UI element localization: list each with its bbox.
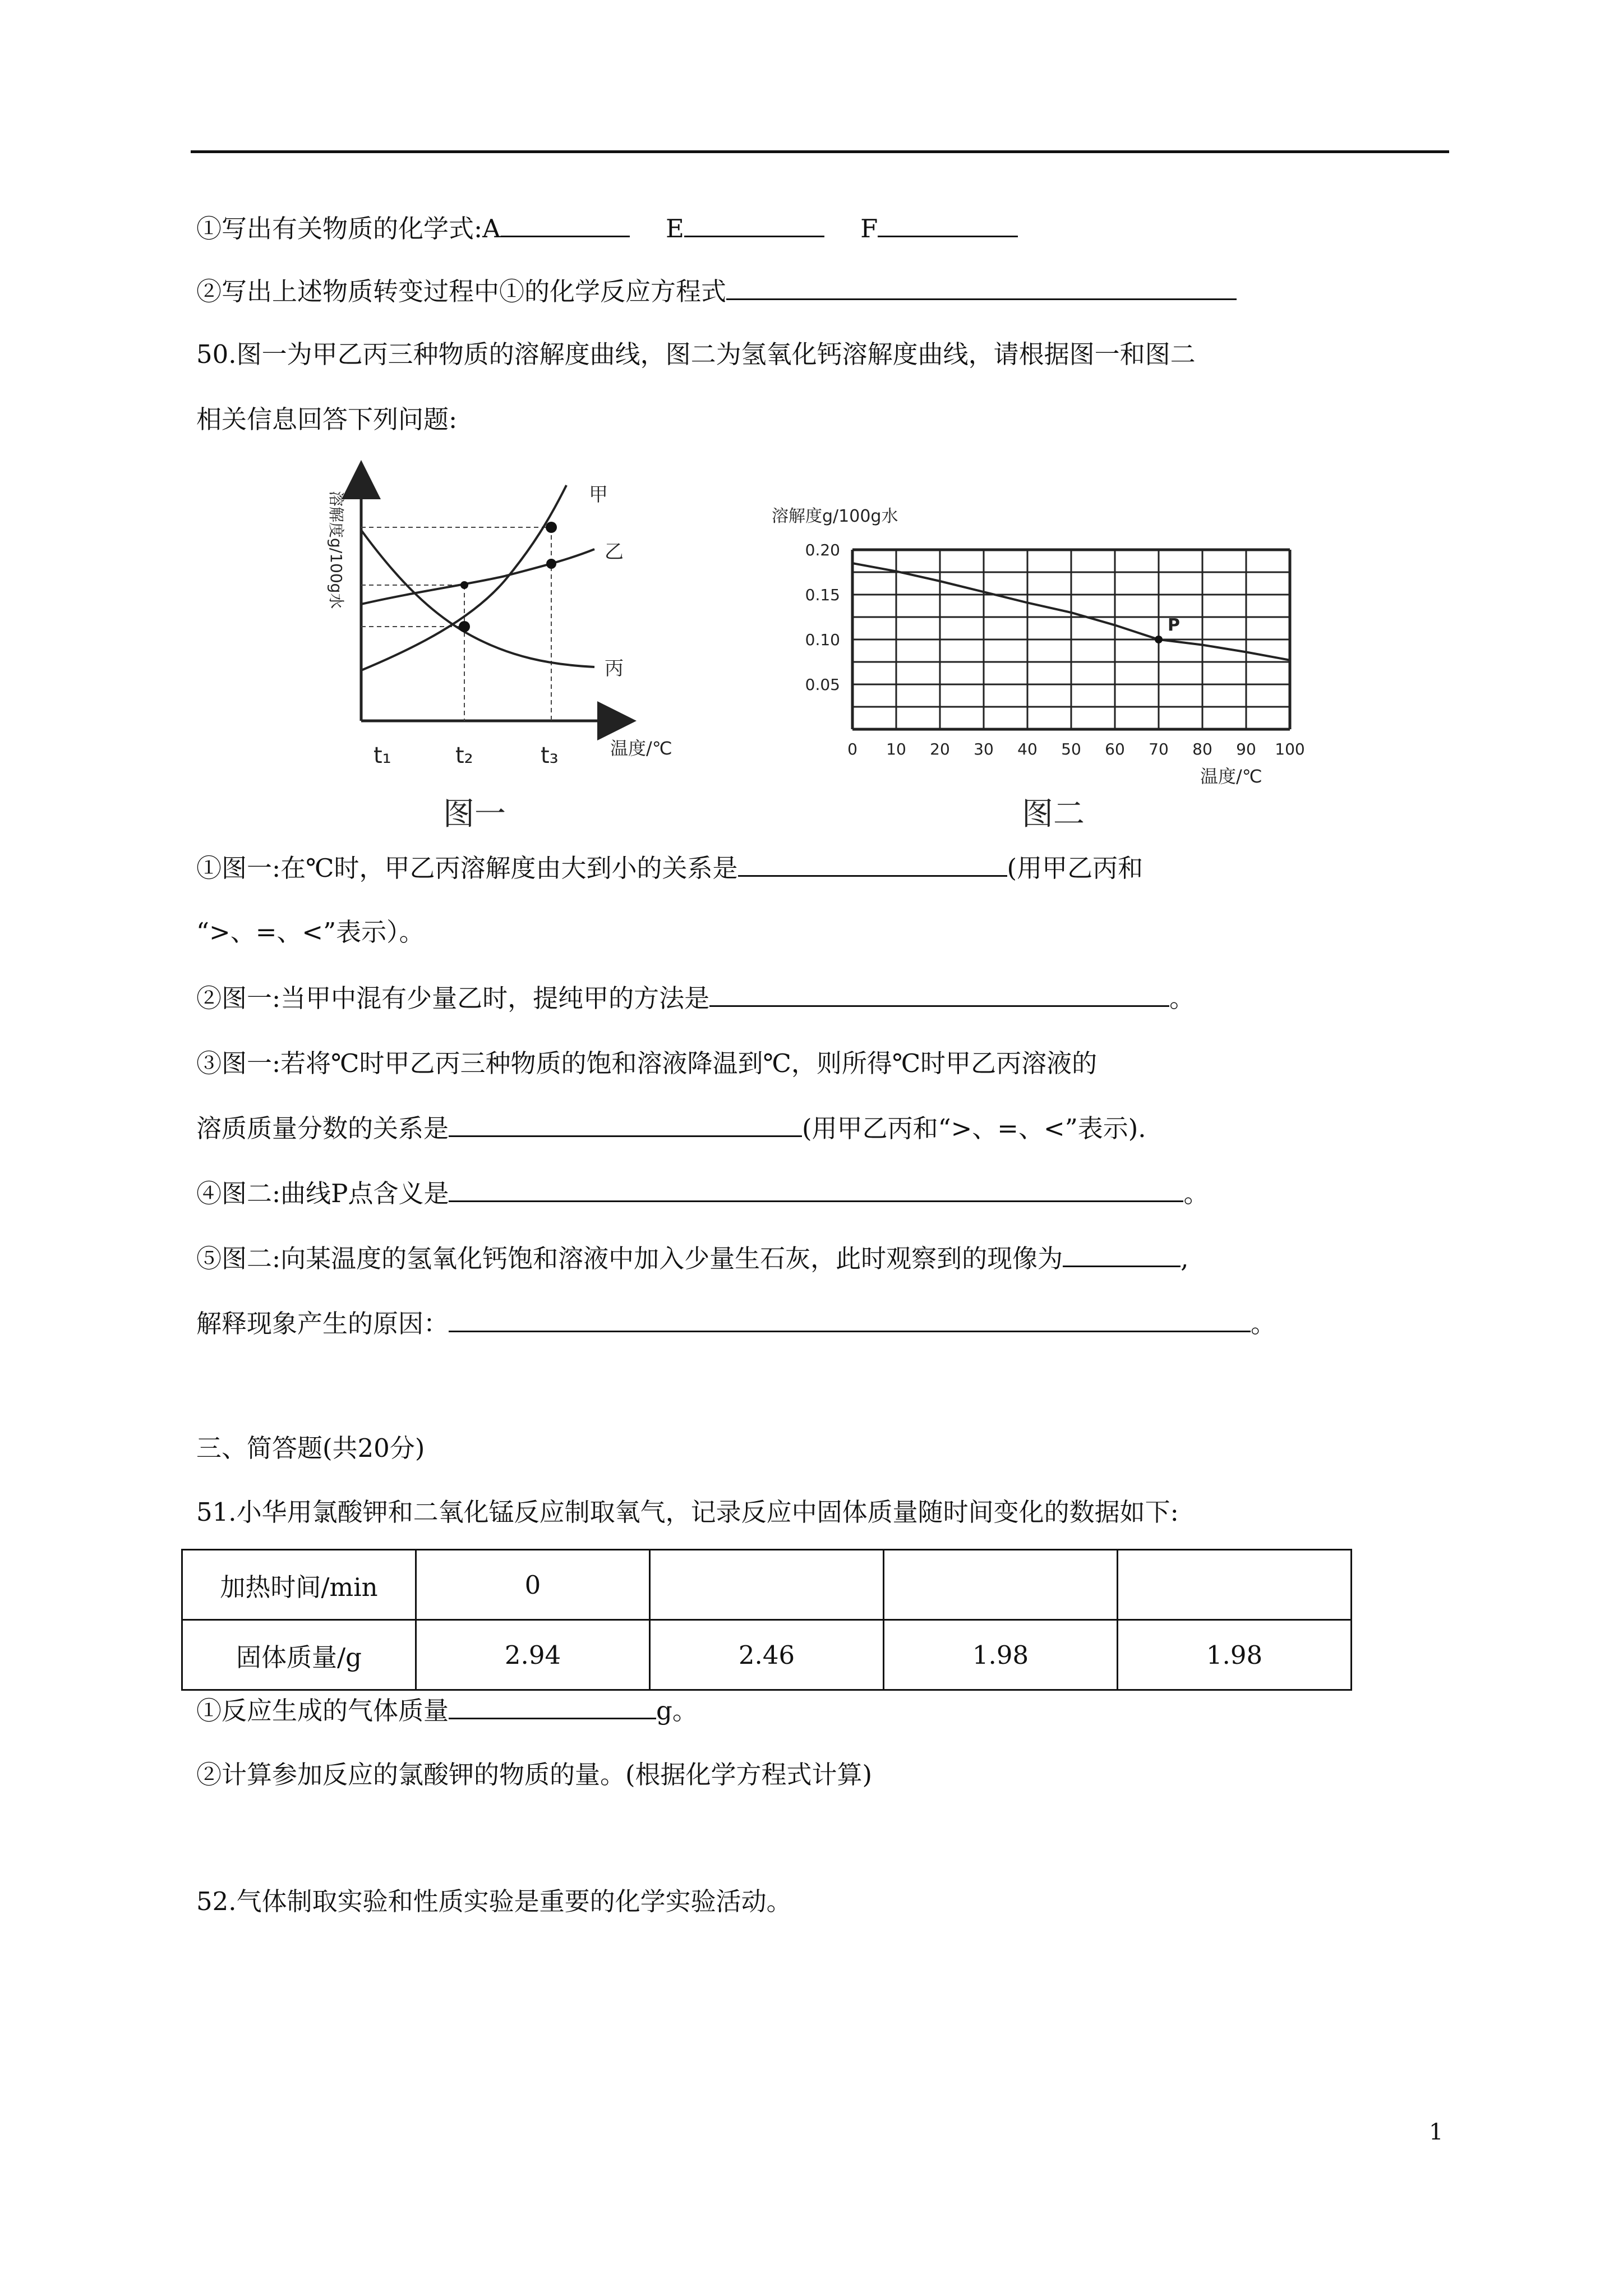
fig2-xtick: 90 <box>1236 740 1256 758</box>
answer-blank-f[interactable] <box>878 213 1018 237</box>
q49-equation-prompt: ②写出上述物质转变过程中①的化学反应方程式 <box>196 277 727 306</box>
q50-s3-line1: ③图一:若将℃时甲乙丙三种物质的饱和溶液降温到℃，则所得℃时甲乙丙溶液的 <box>196 1048 1098 1078</box>
answer-blank-q51-1[interactable] <box>449 1695 656 1719</box>
answer-blank-q50-3[interactable] <box>449 1113 802 1137</box>
answer-blank-q50-5a[interactable] <box>1063 1243 1181 1267</box>
fig2-xtick: 30 <box>974 740 994 758</box>
table-row <box>182 1620 1352 1690</box>
table-cell: 加热时间/min <box>182 1550 416 1620</box>
fig2-xtick: 40 <box>1017 740 1038 758</box>
q49-e-label: E <box>665 214 684 243</box>
answer-blank-q50-1[interactable] <box>738 853 1007 877</box>
q50-s2-text: ②图一:当甲中混有少量乙时，提纯甲的方法是 <box>196 983 710 1013</box>
fig2-xtick: 0 <box>847 740 857 758</box>
fig1-label-bing: 丙 <box>605 657 624 680</box>
fig2-xlabel: 温度/℃ <box>1200 766 1262 787</box>
q51-s2: ②计算参加反应的氯酸钾的物质的量。(根据化学方程式计算) <box>196 1760 873 1789</box>
header-rule <box>191 150 1449 153</box>
fig2-xtick: 80 <box>1192 740 1212 758</box>
q50-s1-suffix: (用甲乙丙和 <box>1007 853 1144 883</box>
table-cell <box>884 1550 1118 1620</box>
fig1-tick-t2: t₂ <box>455 743 473 769</box>
q51-intro: 51.小华用氯酸钾和二氧化锰反应制取氧气，记录反应中固体质量随时间变化的数据如下: <box>196 1497 1179 1527</box>
table-cell: 2.46 <box>650 1620 884 1690</box>
fig1-curve-bing <box>361 530 594 667</box>
fig2-point-p <box>1155 636 1163 643</box>
answer-blank-equation[interactable] <box>726 276 1237 300</box>
table-cell <box>650 1550 884 1620</box>
table-cell: 1.98 <box>1118 1620 1352 1690</box>
q50-s5-reason: 解释现象产生的原因： <box>196 1309 449 1338</box>
q50-s5-end: 。 <box>1251 1309 1276 1338</box>
q50-s5-text: ⑤图二:向某温度的氢氧化钙饱和溶液中加入少量生石灰，此时观察到的现像为 <box>196 1244 1063 1273</box>
answer-blank-a[interactable] <box>501 213 630 237</box>
table-cell: 2.94 <box>416 1620 650 1690</box>
q50-s1-line1 <box>196 852 1143 885</box>
fig1-caption: 图一 <box>443 796 506 832</box>
fig1-tick-t3: t₃ <box>541 743 559 769</box>
q50-intro-line1: 50.图一为甲乙丙三种物质的溶解度曲线，图二为氢氧化钙溶解度曲线，请根据图一和图二 <box>196 339 1196 369</box>
q50-s4 <box>196 1177 1209 1211</box>
table-cell <box>1118 1550 1352 1620</box>
q51-s1 <box>196 1694 698 1728</box>
q49-f-label: F <box>860 214 878 243</box>
fig2-ytick: 0.05 <box>805 675 840 694</box>
answer-blank-q50-4[interactable] <box>449 1178 1183 1202</box>
fig1-label-jia: 甲 <box>589 484 608 506</box>
fig2-ylabel: 溶解度g/100g水 <box>772 507 898 526</box>
fig2-ytick: 0.10 <box>805 631 840 649</box>
q50-intro-line2: 相关信息回答下列问题: <box>196 404 458 434</box>
q50-s5-line1 <box>196 1242 1188 1276</box>
fig1-curve-yi <box>361 549 594 604</box>
table-cell: 固体质量/g <box>182 1620 416 1690</box>
q50-s3-text: 溶质质量分数的关系是 <box>196 1114 449 1143</box>
table-row <box>182 1550 1352 1620</box>
answer-blank-e[interactable] <box>684 213 824 237</box>
fig2-ytick: 0.20 <box>805 541 840 559</box>
fig1-point-jia-t3 <box>546 522 557 533</box>
q51-s1-text: ①反应生成的气体质量 <box>196 1696 449 1726</box>
q50-s1-text: ①图一:在℃时，甲乙丙溶解度由大到小的关系是 <box>196 853 738 883</box>
table-cell: 0 <box>416 1550 650 1620</box>
q50-s3-suffix: (用甲乙丙和“>、=、<”表示). <box>802 1114 1146 1143</box>
fig1-xlabel: 温度/℃ <box>610 738 672 759</box>
q50-s5-line2 <box>196 1307 1276 1341</box>
q50-s3-line2 <box>196 1112 1146 1145</box>
page-number: 1 <box>1429 2119 1444 2145</box>
q50-s5-comma: , <box>1181 1244 1189 1273</box>
answer-blank-q50-2[interactable] <box>709 983 1169 1007</box>
q50-s4-end: 。 <box>1183 1179 1209 1208</box>
answer-blank-q50-5b[interactable] <box>449 1308 1251 1332</box>
fig2-xtick: 100 <box>1275 740 1305 758</box>
fig1-point-cross <box>459 621 470 632</box>
q52-intro: 52.气体制取实验和性质实验是重要的化学实验活动。 <box>196 1887 792 1916</box>
q49-line2 <box>196 275 1237 309</box>
q49-line1 <box>196 212 1018 246</box>
fig2-ytick: 0.15 <box>805 586 840 604</box>
q50-s4-text: ④图二:曲线P点含义是 <box>196 1179 449 1208</box>
fig2-xtick: 20 <box>930 740 950 758</box>
q50-s2-end: 。 <box>1169 983 1195 1013</box>
fig1-label-yi: 乙 <box>605 541 624 563</box>
table-cell: 1.98 <box>884 1620 1118 1690</box>
fig1-point-yi-t2 <box>460 581 468 589</box>
figure-2 <box>751 482 1335 841</box>
svg-text:溶解度g/100g水: 溶解度g/100g水 <box>327 491 345 609</box>
fig2-xtick: 10 <box>886 740 906 758</box>
fig2-xtick: 50 <box>1061 740 1081 758</box>
section-3-heading: 三、简答题(共20分) <box>196 1433 425 1463</box>
fig1-tick-t1: t₁ <box>374 743 391 769</box>
q50-s1-line2: “>、=、<”表示）。 <box>196 917 425 947</box>
q51-data-table <box>181 1549 1352 1691</box>
figure-1 <box>303 457 729 839</box>
q51-s1-unit: g。 <box>656 1696 698 1726</box>
q49-formula-prompt: ①写出有关物质的化学式:A <box>196 214 501 243</box>
fig1-point-yi-t3 <box>546 559 556 569</box>
fig2-point-label: P <box>1168 615 1180 635</box>
fig2-caption: 图二 <box>1022 796 1085 832</box>
q50-s2 <box>196 982 1195 1015</box>
fig2-xtick: 70 <box>1149 740 1169 758</box>
fig2-xtick: 60 <box>1105 740 1125 758</box>
fig1-ylabel <box>327 491 345 609</box>
